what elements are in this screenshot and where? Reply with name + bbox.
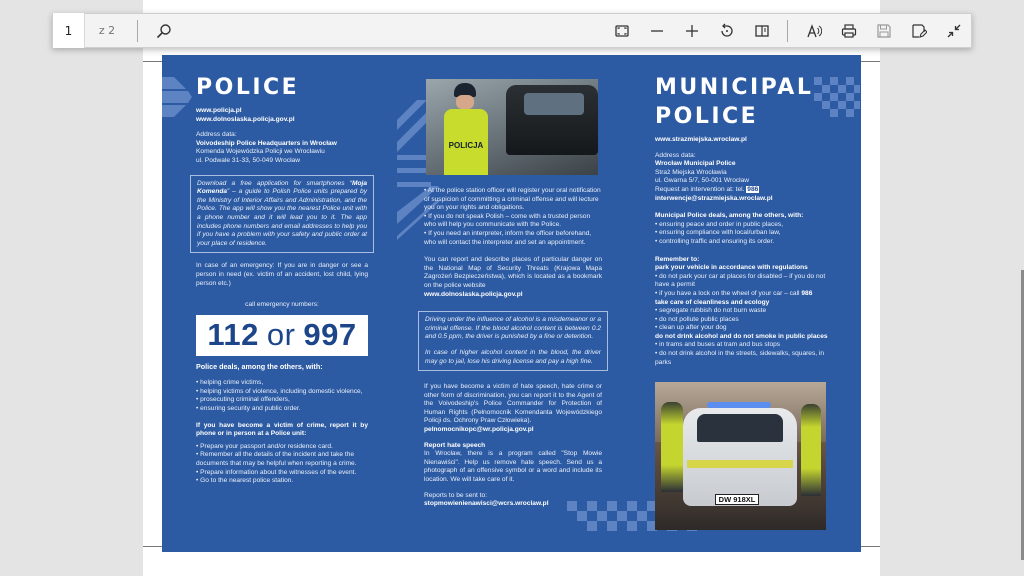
map-link[interactable]: www.dolnoslaska.policja.gov.pl	[424, 290, 523, 298]
call-number: 986	[801, 289, 813, 297]
toolbar-divider	[787, 20, 788, 42]
read-aloud-button[interactable]	[796, 13, 831, 48]
list-item: • ensuring peace and order in public places,	[655, 220, 784, 228]
list-item: • ensuring security and public order.	[196, 405, 301, 413]
report-heading: Report hate speech	[424, 441, 486, 449]
save-as-button[interactable]	[901, 13, 936, 48]
address-line: ul. Podwale 31-33, 50-049 Wrocław	[196, 156, 300, 164]
alcohol-text: Driving under the influence of alcohol is a misdemeanor or a criminal offense. If the blood alcohol content is between 0.2 and 0.5 ppm, the driver is punished by a fine or detention.	[425, 316, 601, 341]
print-button[interactable]	[831, 13, 866, 48]
license-plate: DW 918XL	[715, 494, 759, 505]
list-item: • in trams and buses at tram and bus stops	[655, 341, 781, 349]
list-item: • segregate rubbish do not burn waste	[655, 307, 767, 315]
list-item: • prosecuting criminal offenders,	[196, 396, 290, 404]
list-item-text: • if you have a lock on the wheel of your car – call	[655, 289, 800, 297]
fit-page-icon	[614, 23, 630, 39]
list-item: • Go to the nearest police station.	[196, 477, 294, 485]
reports-email[interactable]: stopmowienienawisci@wcrs.wroclaw.pl	[424, 500, 549, 508]
page-view-icon	[754, 23, 770, 39]
emergency-text: In case of an emergency: If you are in danger or see a person in need (ex. victim of an accident, lost child, lying person etc.)	[196, 262, 368, 287]
save-as-icon	[911, 23, 927, 39]
emergency-number: 112	[207, 317, 259, 353]
zoom-in-button[interactable]	[674, 13, 709, 48]
intervention-text: Request an intervention at: tel.	[655, 185, 745, 193]
remember-label: Remember to:	[655, 255, 700, 263]
rotate-button[interactable]	[709, 13, 744, 48]
crop-mark	[860, 61, 880, 62]
list-item: • helping crime victims,	[196, 379, 264, 387]
police-column	[196, 55, 368, 552]
call-label: call emergency numbers:	[245, 301, 319, 309]
list-item: • If you need an interpreter, inform the officer beforehand, who will contact the interpreter and set an appointment.	[424, 229, 592, 246]
list-item	[655, 290, 833, 299]
zoom-out-icon	[649, 23, 665, 39]
municipal-link[interactable]: www.strazmiejska.wroclaw.pl	[655, 136, 747, 143]
list-item: • helping victims of violence, including domestic violence,	[196, 387, 363, 395]
app-text: Download a free application for smartphones “	[197, 179, 352, 187]
rotate-icon	[719, 23, 735, 39]
fit-page-button[interactable]	[604, 13, 639, 48]
list-item: • If you do not speak Polish – come with a trusted person who will help you communicate with the Police.	[424, 212, 591, 229]
app-text: ” – a guide to Polish Police units prepared by the Ministry of Interior Affairs and Administration, and the Police. The app will show you the nearest Police unit with a phone number and it will lead you to it. The app includes phone numbers and email addresses to help you if you have a problem with your safety and public order at your place of residence.	[197, 188, 367, 247]
officer-left	[661, 402, 683, 492]
section-heading: park your vehicle in accordance with regulations	[655, 264, 808, 272]
address-label: Address data:	[196, 131, 237, 139]
page-count: z 2	[98, 24, 116, 37]
middle-column	[424, 55, 602, 552]
reports-label: Reports to be sent to:	[424, 491, 488, 499]
address-line: Komenda Wojewódzka Policji we Wrocławiu	[196, 148, 325, 156]
address-name: Voivodeship Police Headquarters in Wrocław	[196, 139, 337, 147]
list-item: • do not park your car at places for disabled – if you do not have a permit	[655, 272, 826, 289]
municipal-title: POLICE	[655, 104, 759, 129]
save-button[interactable]	[866, 13, 901, 48]
crop-mark	[860, 546, 880, 547]
municipal-title: MUNICIPAL	[655, 75, 814, 100]
chevron-decoration	[162, 77, 194, 117]
address-line: ul. Gwarna 5/7, 50-001 Wrocław	[655, 177, 750, 185]
exit-fullscreen-icon	[946, 23, 962, 39]
emergency-or: or	[266, 317, 296, 353]
list-item: • do not drink alcohol in the streets, sidewalks, squares, in parks	[655, 350, 825, 366]
print-icon	[841, 23, 857, 39]
list-item: • controlling traffic and ensuring its order.	[655, 237, 775, 245]
municipal-email[interactable]: interwencje@strazmiejska.wroclaw.pl	[655, 194, 773, 202]
list-item: • Prepare information about the witnesses of the event.	[196, 468, 357, 476]
deals-heading: Police deals, among the others, with:	[196, 361, 323, 371]
police-link[interactable]: www.policja.pl	[196, 107, 242, 114]
police-link[interactable]: www.dolnoslaska.policja.gov.pl	[196, 115, 295, 123]
police-officer-photo	[426, 79, 598, 175]
crop-mark	[143, 546, 163, 547]
app-info-box	[190, 175, 374, 254]
emergency-numbers	[196, 315, 368, 356]
police-title: POLICE	[196, 75, 300, 100]
section-heading: take care of cleanliness and ecology	[655, 298, 770, 306]
intervention-number: 986	[747, 185, 759, 193]
emergency-number: 997	[303, 317, 357, 353]
zoom-out-button[interactable]	[639, 13, 674, 48]
car-stripe	[687, 460, 793, 468]
read-aloud-icon	[806, 23, 822, 39]
page-number-input[interactable]: 1	[53, 13, 85, 48]
van-windscreen	[524, 93, 584, 115]
hate-email[interactable]: pelnomocnikopc@wr.policja.gov.pl	[424, 426, 534, 434]
search-icon	[156, 23, 172, 39]
list-item: • Remember all the details of the incident and take the documents that may be helpful when reporting a crime.	[196, 451, 357, 468]
officer-face	[456, 95, 474, 109]
alcohol-info-box	[418, 311, 608, 371]
alcohol-text: In case of higher alcohol content in the blood, the driver may go to jail, lose his driving license and pay a high fine.	[425, 348, 601, 365]
address-line: Straż Miejska Wrocławia	[655, 168, 727, 176]
address-label: Address data:	[655, 151, 696, 159]
officer-right	[801, 404, 821, 496]
section-heading: do not drink alcohol and do not smoke in public places	[655, 332, 828, 340]
report-text: In Wrocław, there is a program called "Stop Mowie Nienawiści". Help us remove hate speech. Send us a photograph of an offensive symbol or a word and include its location. We will take care of it.	[424, 450, 602, 484]
list-item: • do not pollute public places	[655, 315, 739, 323]
zoom-in-icon	[684, 23, 700, 39]
vest-label: POLICJA	[448, 141, 484, 150]
save-icon	[876, 23, 892, 39]
list-item: • Prepare your passport and/or residence card.	[196, 442, 333, 450]
toolbar-divider	[137, 20, 138, 42]
intervention-line	[655, 186, 833, 195]
search-button[interactable]	[146, 13, 181, 48]
municipal-police-car-photo	[655, 382, 826, 530]
victim-heading: If you have become a victim of crime, report it by phone or in person at a Police unit:	[196, 421, 368, 438]
car-windscreen	[697, 414, 783, 442]
crop-mark	[143, 61, 163, 62]
exit-fullscreen-button[interactable]	[936, 13, 971, 48]
list-item: • ensuring compliance with local/urban law,	[655, 229, 781, 237]
list-item: • At the police station officer will register your oral notification of suspicion of committing a criminal offense and will lecture you on your rights and obligations.	[424, 187, 601, 212]
pdf-toolbar	[52, 13, 972, 48]
list-item: • clean up after your dog	[655, 324, 727, 332]
municipal-police-column	[655, 55, 833, 552]
hate-text: If you have become a victim of hate speech, hate crime or other form of discrimination, you can report it to the Agent of the Voivodeship's Police Commander for Protection of Human Rights (Pełnomocnik Komendanta Wojewódzkiego Policji ds. Ochrony Praw Człowieka).	[424, 383, 602, 425]
app-name: Moja Komenda	[197, 179, 367, 196]
map-text: You can report and describe places of particular danger on the National Map of Security Threats (Krajowa Mapa Zagrożeń Bezpieczeństwa), which is located as a bookmark on the police website	[424, 256, 602, 289]
page-view-button[interactable]	[744, 13, 779, 48]
brochure-spread	[162, 55, 861, 552]
address-name: Wrocław Municipal Police	[655, 160, 736, 168]
deals-heading: Municipal Police deals, among the others, with:	[655, 212, 804, 220]
